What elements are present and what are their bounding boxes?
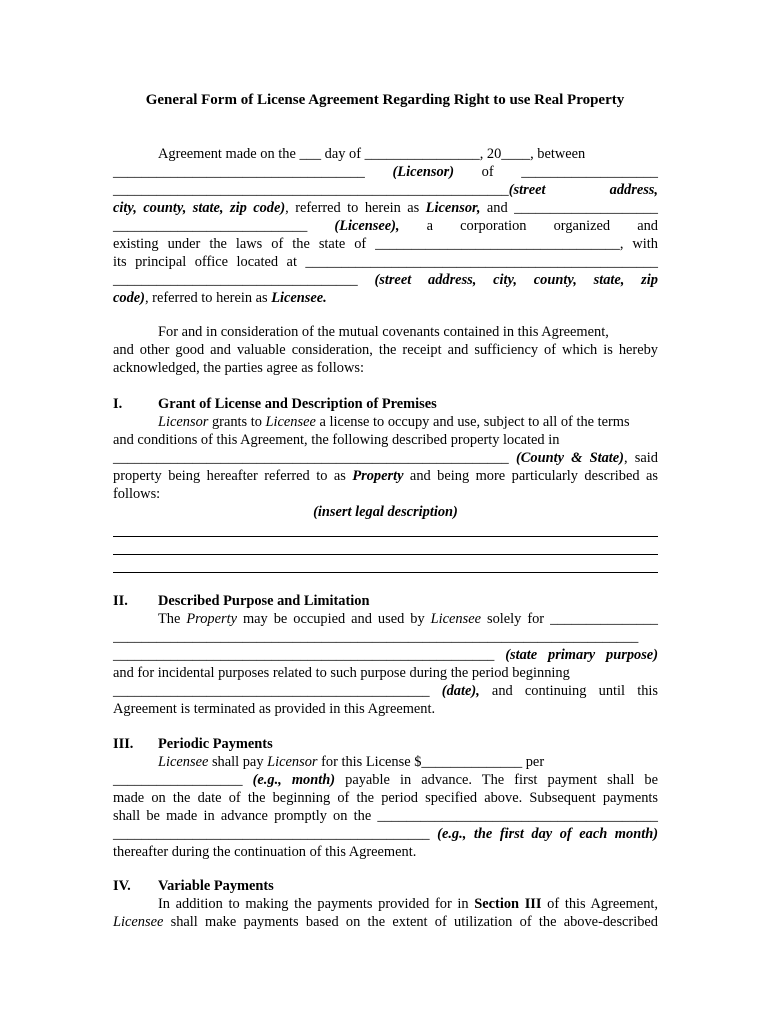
section-2-line-2: _________________________________________________________________________	[113, 629, 639, 645]
section-2-heading: Described Purpose and Limitation	[158, 593, 370, 609]
section-4-heading: Variable Payments	[158, 878, 274, 894]
preamble-line-8: __________________________________ (street address, city, county, state, zip	[113, 272, 658, 288]
preamble-line-4: city, county, state, zip code), referred to herein as Licensor, and ____________________	[113, 200, 658, 216]
section-2-line-5: ____________________________________________ (date), and continuing until this	[113, 683, 658, 699]
section-4-number: IV.	[113, 878, 131, 894]
legal-description-line-3[interactable]	[113, 572, 658, 573]
section-3-line-4: shall be made in advance promptly on the _______________________________________	[113, 808, 658, 824]
section-3-heading: Periodic Payments	[158, 736, 273, 752]
section-2-line-1: The Property may be occupied and used by Licensee solely for _______________	[158, 611, 658, 627]
section-1-heading: Grant of License and Description of Premises	[158, 396, 437, 412]
section-1-line-3: _______________________________________________________ (County & State), said	[113, 450, 658, 466]
preamble-line-1: Agreement made on the ___ day of ________________, 20____, between	[158, 146, 586, 162]
section-3-line-1: Licensee shall pay Licensor for this License $______________ per	[158, 754, 545, 770]
preamble-line-9: code), referred to herein as Licensee.	[113, 290, 327, 306]
legal-description-line-1[interactable]	[113, 536, 658, 537]
consideration-line-3: acknowledged, the parties agree as follows:	[113, 360, 364, 376]
legal-description-prompt: (insert legal description)	[313, 504, 458, 520]
section-3-number: III.	[113, 736, 134, 752]
section-2-line-6: Agreement is terminated as provided in this Agreement.	[113, 701, 436, 717]
section-1-line-4: property being hereafter referred to as Property and being more particularly described as	[113, 468, 658, 484]
consideration-line-2: and other good and valuable consideration, the receipt and sufficiency of which is hereby	[113, 342, 658, 358]
preamble-line-2: ___________________________________ (Licensor) of ___________________	[113, 164, 658, 180]
section-3-line-2: __________________ (e.g., month) payable in advance. The first payment shall be	[113, 772, 658, 788]
section-2-number: II.	[113, 593, 128, 609]
consideration-line-1: For and in consideration of the mutual covenants contained in this Agreement,	[158, 324, 609, 340]
preamble-line-6: existing under the laws of the state of __________________________________, with	[113, 236, 658, 252]
section-1-line-1: Licensor grants to Licensee a license to occupy and use, subject to all of the terms	[158, 414, 630, 430]
section-2-line-3: _____________________________________________________ (state primary purpose)	[113, 647, 658, 663]
section-1-line-5: follows:	[113, 486, 161, 502]
section-2-line-4: and for incidental purposes related to such purpose during the period beginning	[113, 665, 570, 681]
preamble-line-3: _______________________________________________________(street address,	[113, 182, 658, 198]
document-title: General Form of License Agreement Regarding Right to use Real Property	[145, 92, 625, 108]
section-1-line-2: and conditions of this Agreement, the following described property located in	[113, 432, 560, 448]
preamble-line-7: its principal office located at _________________________________________________	[113, 254, 658, 270]
section-3-line-5: ____________________________________________ (e.g., the first day of each month)	[113, 826, 658, 842]
section-3-line-6: thereafter during the continuation of this Agreement.	[113, 844, 417, 860]
section-3-line-3: made on the date of the beginning of the period specified above. Subsequent payments	[113, 790, 658, 806]
section-1-number: I.	[113, 396, 123, 412]
section-4-line-2: Licensee shall make payments based on the extent of utilization of the above-described	[113, 914, 658, 930]
preamble-line-5: ___________________________ (Licensee), a corporation organized and	[113, 218, 658, 234]
legal-description-line-2[interactable]	[113, 554, 658, 555]
section-4-line-1: In addition to making the payments provided for in Section III of this Agreement,	[158, 896, 658, 912]
